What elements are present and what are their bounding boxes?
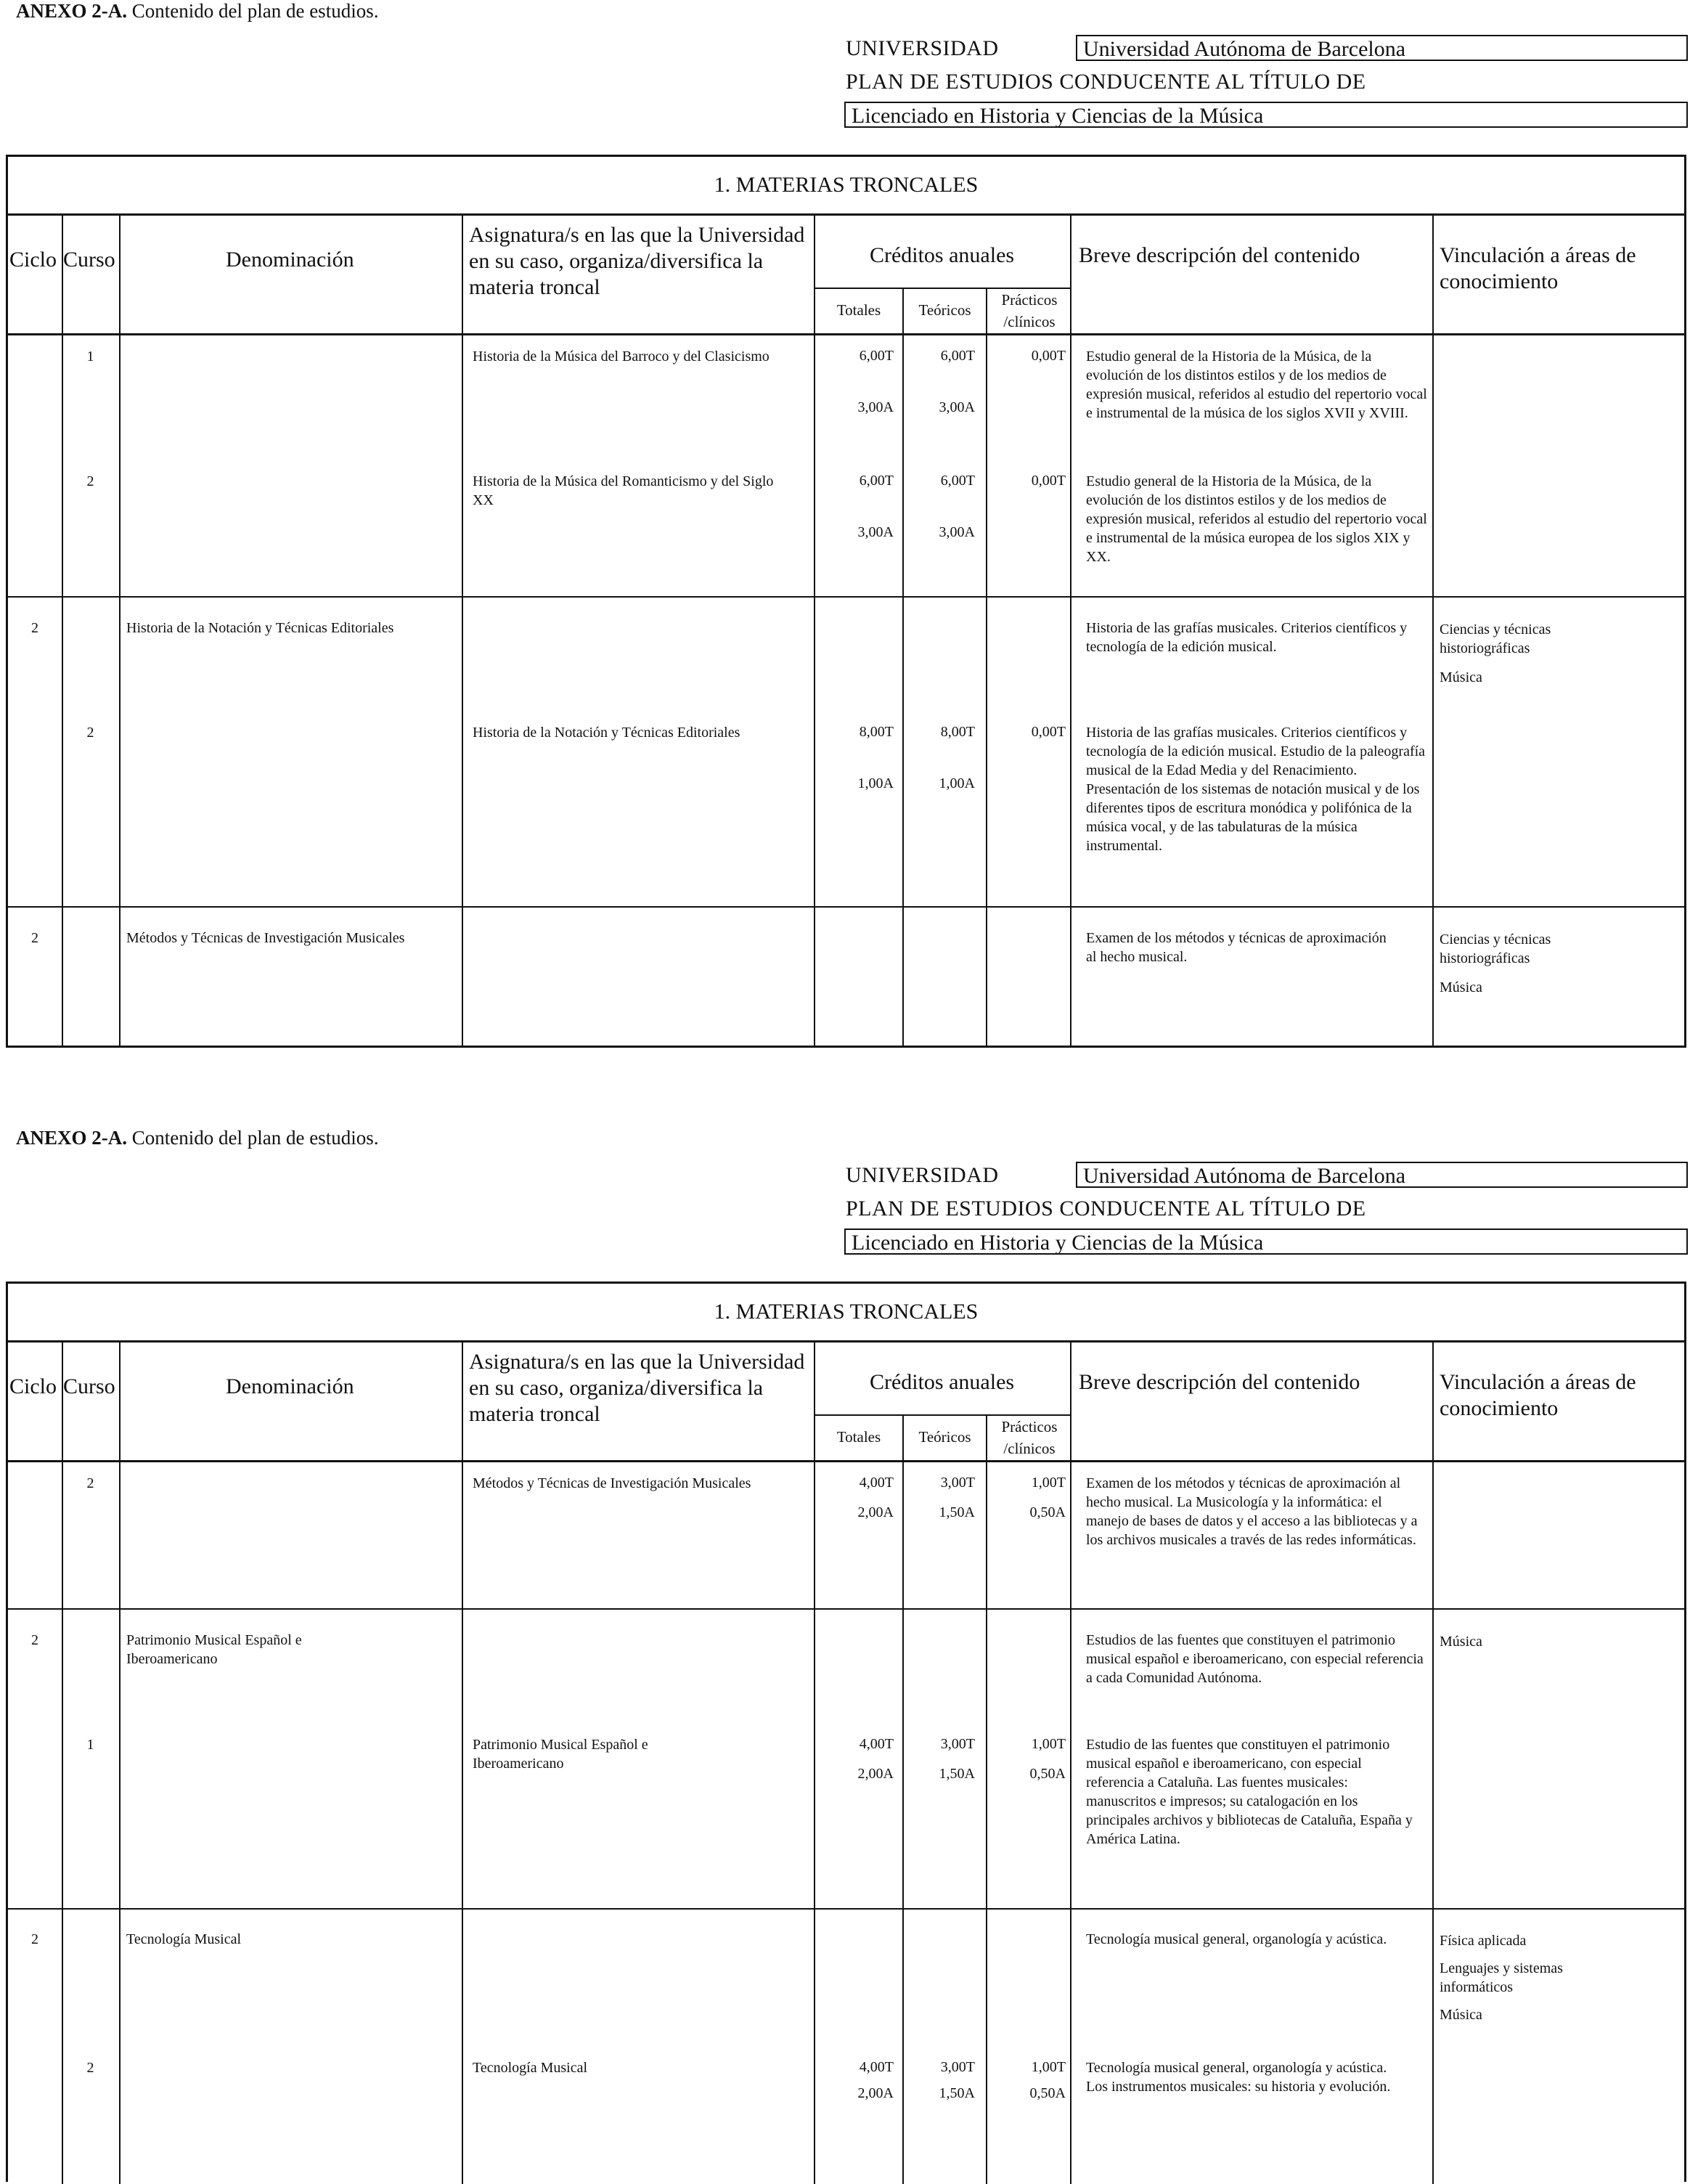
anexo-heading (16, 0, 378, 23)
universidad-field: Universidad Autónoma de Barcelona (1076, 35, 1688, 61)
header-totales: Totales (836, 301, 881, 319)
row5-descripcion: Tecnología musical general, organología y acústica. Los instrumentos musicales: su historia y evolución. (1086, 2060, 1391, 2095)
row3-asignatura: Patrimonio Musical Español e Iberoamericano (473, 1737, 648, 1772)
row5-tot1: 4,00T (859, 2059, 894, 2075)
page-1 (0, 0, 1690, 1060)
table-title: 1. MATERIAS TRONCALES (8, 1284, 1684, 1342)
header-practicos: Prácticos /clínicos (1001, 1418, 1058, 1457)
row2-pra1: 0,00T (1031, 473, 1066, 489)
row2-curso: 2 (86, 473, 94, 489)
titulo-field: Licenciado en Historia y Ciencias de la Música (844, 102, 1688, 128)
header-denominacion: Denominación (226, 248, 354, 272)
row4-ciclo: 2 (31, 1931, 38, 1947)
row5-vinc2: Música (1440, 979, 1482, 995)
row5-curso: 2 (86, 2060, 94, 2076)
header-asignatura: Asignatura/s en las que la Universidad en su caso, organiza/diversifica la materia troncal (469, 1350, 805, 1426)
anexo-heading (16, 1127, 378, 1149)
plan-label: PLAN DE ESTUDIOS CONDUCENTE AL TÍTULO DE (846, 1197, 1366, 1221)
row3-denominacion: Historia de la Notación y Técnicas Editoriales (126, 620, 394, 636)
row3-pra1: 1,00T (1031, 1736, 1066, 1752)
universidad-field: Universidad Autónoma de Barcelona (1076, 1162, 1688, 1188)
row4-asignatura: Historia de la Notación y Técnicas Editoriales (473, 725, 740, 741)
materias-table (6, 1282, 1686, 2182)
row5-denominacion: Métodos y Técnicas de Investigación Musicales (126, 930, 405, 946)
anexo-label: ANEXO 2-A. (16, 0, 127, 22)
page-2 (0, 1127, 1690, 2182)
row1-teo2: 3,00A (939, 399, 975, 415)
header-ciclo: Ciclo (9, 248, 57, 272)
row1-asignatura: Historia de la Música del Barroco y del Clasicismo (473, 349, 770, 364)
header-practicos: Prácticos /clínicos (1001, 291, 1058, 330)
row1-asignatura: Métodos y Técnicas de Investigación Musicales (473, 1475, 751, 1491)
row4-teo1: 8,00T (940, 724, 975, 740)
row3-tot1: 4,00T (859, 1736, 894, 1752)
row1-tot1: 6,00T (859, 348, 894, 364)
anexo-text: Contenido del plan de estudios. (131, 1127, 379, 1149)
header-asignatura: Asignatura/s en las que la Universidad en su caso, organiza/diversifica la materia troncal (469, 223, 805, 299)
row5-descripcion: Examen de los métodos y técnicas de aproximación al hecho musical. (1086, 930, 1387, 965)
header-descripcion: Breve descripción del contenido (1079, 1370, 1360, 1394)
header-vinculacion: Vinculación a áreas de conocimiento (1440, 243, 1636, 293)
row5-teo1: 3,00T (940, 2059, 975, 2075)
row2-vinc: Música (1440, 1634, 1482, 1650)
row2-descripcion: Estudios de las fuentes que constituyen el patrimonio musical español e iberoamericano, con especial referencia a cada Comunidad Autónoma. (1086, 1632, 1424, 1686)
row5-tot2: 2,00A (857, 2085, 894, 2101)
row3-teo1: 3,00T (940, 1736, 975, 1752)
header-descripcion: Breve descripción del contenido (1079, 243, 1360, 267)
row3-ciclo: 2 (31, 620, 38, 636)
row4-tot1: 8,00T (859, 724, 894, 740)
row2-tot1: 6,00T (859, 473, 894, 489)
row3-pra2: 0,50A (1029, 1766, 1066, 1782)
row2-teo1: 6,00T (940, 473, 975, 489)
row2-teo2: 3,00A (939, 524, 975, 540)
row1-tot2: 3,00A (857, 399, 894, 415)
titulo-field: Licenciado en Historia y Ciencias de la Música (844, 1228, 1688, 1255)
row1-tot1: 4,00T (859, 1475, 894, 1491)
header-denominacion: Denominación (226, 1374, 354, 1398)
anexo-label: ANEXO 2-A. (16, 1127, 127, 1149)
row4-tot2: 1,00A (857, 775, 894, 791)
row3-vinc2: Música (1440, 669, 1482, 685)
row3-teo2: 1,50A (939, 1766, 975, 1782)
row4-denominacion: Tecnología Musical (126, 1931, 241, 1947)
row1-teo1: 3,00T (940, 1475, 975, 1491)
row1-descripcion: Estudio general de la Historia de la Música, de la evolución de los distintos estilos y de los medios de expresión musical, referidos al estudio del repertorio vocal e instrumental de la música de los siglos XVII y XVIII. (1086, 349, 1427, 421)
header-curso: Curso (63, 248, 115, 272)
row4-pra1: 0,00T (1031, 724, 1066, 740)
header-vinculacion: Vinculación a áreas de conocimiento (1440, 1370, 1636, 1420)
universidad-label: UNIVERSIDAD (846, 36, 999, 60)
row3-descripcion: Estudio de las fuentes que constituyen el patrimonio musical español e iberoamericano, con especial referencia a Cataluña. Las fuentes musicales: manuscritos e impresos; su catalogación en los principales archivos y bibliotecas de Cataluña, España y América Latina. (1086, 1737, 1413, 1847)
header-teoricos: Teóricos (918, 1428, 971, 1446)
materias-table (6, 155, 1686, 1048)
header-creditos: Créditos anuales (869, 243, 1015, 267)
row1-curso: 1 (86, 349, 94, 364)
row2-tot2: 3,00A (857, 524, 894, 540)
row5-ciclo: 2 (31, 930, 38, 946)
row1-pra2: 0,50A (1029, 1504, 1066, 1520)
universidad-label: UNIVERSIDAD (846, 1163, 999, 1187)
row4-vinc: Física aplicada (1440, 1933, 1527, 1949)
header-curso: Curso (63, 1374, 115, 1398)
header-ciclo: Ciclo (9, 1374, 57, 1398)
row3-vinc: Ciencias y técnicas historiográficas (1440, 622, 1551, 656)
table-title: 1. MATERIAS TRONCALES (8, 157, 1684, 216)
row3-curso: 1 (86, 1737, 94, 1753)
row2-denominacion: Patrimonio Musical Español e Iberoamericano (126, 1632, 302, 1667)
row2-descripcion: Estudio general de la Historia de la Música, de la evolución de los distintos estilos y de los medios de expresión musical, referidos al estudio del repertorio vocal e instrumental de la música europea de los siglos XIX y XX. (1086, 473, 1427, 565)
plan-label: PLAN DE ESTUDIOS CONDUCENTE AL TÍTULO DE (846, 70, 1366, 94)
header-teoricos: Teóricos (918, 301, 971, 319)
row4-vinc3: Música (1440, 2007, 1482, 2023)
row2-asignatura: Historia de la Música del Romanticismo y del Siglo XX (473, 473, 774, 508)
row4-curso: 2 (86, 725, 94, 741)
row1-descripcion: Examen de los métodos y técnicas de aproximación al hecho musical. La Musicología y la informática: el manejo de bases de datos y el acceso a las bibliotecas y a los archivos musicales a través de las redes informáticas. (1086, 1475, 1418, 1548)
header-creditos: Créditos anuales (869, 1370, 1015, 1394)
row4-descripcion: Tecnología musical general, organología y acústica. (1086, 1931, 1387, 1947)
row4-teo2: 1,00A (939, 775, 975, 791)
row4-descripcion: Historia de las grafías musicales. Criterios científicos y tecnología de la edición musical. Estudio de la paleografía musical de la Edad Media y del Renacimiento. Presentación de los sistemas de notación musical y de los diferentes tipos de escritura monódica y polifónica de la música vocal, y de las tabulaturas de la música instrumental. (1086, 725, 1426, 854)
header-totales: Totales (836, 1428, 881, 1446)
row1-pra1: 1,00T (1031, 1475, 1066, 1491)
row1-pra1: 0,00T (1031, 348, 1066, 364)
row1-curso: 2 (86, 1475, 94, 1491)
row5-vinc: Ciencias y técnicas historiográficas (1440, 932, 1551, 966)
row1-teo1: 6,00T (940, 348, 975, 364)
row3-tot2: 2,00A (857, 1766, 894, 1782)
row4-vinc2: Lenguajes y sistemas informáticos (1440, 1960, 1563, 1995)
row1-tot2: 2,00A (857, 1504, 894, 1520)
row1-teo2: 1,50A (939, 1504, 975, 1520)
row5-asignatura: Tecnología Musical (473, 2060, 587, 2076)
row3-descripcion: Historia de las grafías musicales. Criterios científicos y tecnología de la edición musical. (1086, 620, 1408, 655)
row5-teo2: 1,50A (939, 2085, 975, 2101)
row5-pra1: 1,00T (1031, 2059, 1066, 2075)
row5-pra2: 0,50A (1029, 2085, 1066, 2101)
anexo-text: Contenido del plan de estudios. (131, 0, 379, 22)
row2-ciclo: 2 (31, 1632, 38, 1648)
